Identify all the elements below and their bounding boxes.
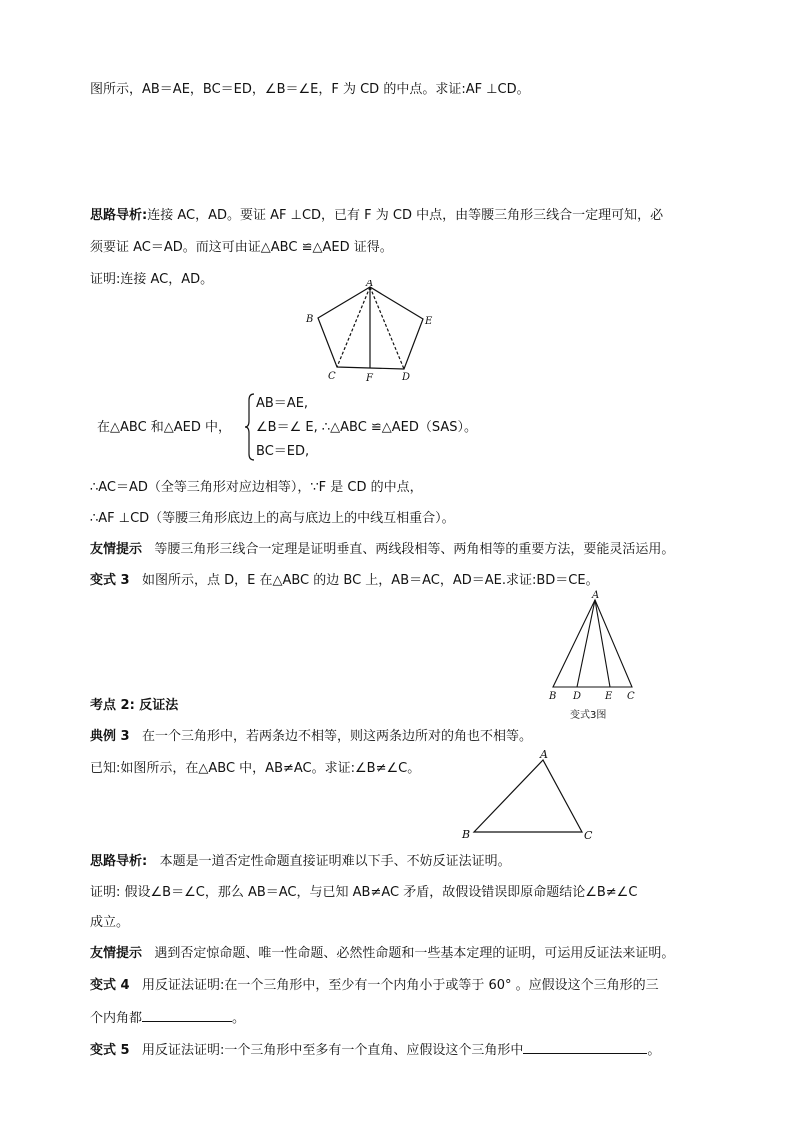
problem-statement: 图所示，AB＝AE，BC＝ED，∠B＝∠E，F 为 CD 的中点。求证:AF ⊥CD。: [90, 82, 530, 97]
label-b: B: [462, 828, 471, 841]
variant-3: [90, 572, 599, 590]
proof-2-line-2: 成立。: [90, 915, 130, 930]
triangle-abc-figure: [455, 748, 605, 843]
variant-5: [90, 1040, 660, 1060]
analysis-line-2: 须要证 AC＝AD。而这可由证△ABC ≌△AED 证得。: [90, 240, 393, 255]
tip-1: [90, 541, 674, 559]
label-c: C: [627, 691, 635, 702]
variant-4-end: 。: [232, 1011, 246, 1026]
label-e: E: [425, 316, 433, 327]
conclusion-line-1: ∴AC＝AD（全等三角形对应边相等），∵F 是 CD 的中点，: [90, 480, 423, 495]
label-b: B: [549, 691, 557, 702]
figure-caption: 变式3图: [570, 710, 607, 721]
pentagon-figure: [300, 280, 440, 390]
label-d: D: [402, 372, 411, 383]
analysis-2-heading: 思路导析:: [90, 854, 148, 869]
segment-ad: [577, 600, 595, 687]
label-c: C: [584, 829, 593, 842]
section-heading: 考点 2: 反证法: [90, 698, 179, 713]
label-d: D: [573, 691, 582, 702]
label-a: A: [540, 748, 548, 761]
segment-ac: [337, 287, 370, 367]
variant-5-text: 用反证法证明:一个三角形中至多有一个直角、应假设这个三角形中: [141, 1043, 524, 1058]
variant-3-heading: 变式 3: [90, 573, 130, 588]
variant-4-cont-text: 个内角都: [90, 1011, 143, 1026]
variant-3-text: 如图所示，点 D，E 在△ABC 的边 BC 上，AB＝AC，AD＝AE.求证:BD＝CE。: [141, 573, 599, 588]
label-a: A: [366, 280, 374, 289]
label-b: B: [306, 314, 314, 325]
analysis-2: [90, 853, 511, 871]
system-prefix: 在△ABC 和△AED 中，: [97, 420, 232, 435]
brace-icon: [244, 392, 256, 462]
variant-4-cont: [90, 1008, 245, 1028]
analysis-line-1: [90, 207, 663, 225]
label-a: A: [592, 590, 600, 601]
proof-start: 证明:连接 AC，AD。: [90, 272, 214, 287]
segment-ae: [595, 600, 610, 687]
system-line-1: AB＝AE,: [256, 396, 309, 411]
tip-text: 等腰三角形三线合一定理是证明垂直、两线段相等、两角相等的重要方法，要能灵活运用。: [154, 542, 675, 557]
triangle-de-figure: [540, 590, 645, 725]
variant-4: [90, 977, 659, 995]
analysis-text: 连接 AC，AD。要证 AF ⊥CD，已有 F 为 CD 中点，由等腰三角形三线合一定理可知，必: [147, 208, 664, 223]
tip-2-text: 遇到否定惊命题、唯一性命题、必然性命题和一些基本定理的证明，可运用反证法来证明。: [154, 946, 675, 961]
system-line-2: ∠B＝∠ E, ∴△ABC ≌△AED（SAS）。: [256, 420, 478, 435]
segment-ad: [370, 287, 404, 369]
tip-2-heading: 友情提示: [90, 946, 143, 961]
triangle-outline: [474, 760, 582, 832]
analysis-heading: 思路导析:: [90, 208, 148, 223]
example-3-text: 在一个三角形中，若两条边不相等，则这两条边所对的角也不相等。: [141, 729, 532, 744]
label-f: F: [366, 373, 373, 384]
analysis-2-text: 本题是一道否定性命题直接证明难以下手、不妨反证法证明。: [159, 854, 511, 869]
conclusion-line-2: ∴AF ⊥CD（等腰三角形底边上的高与底边上的中线互相重合）。: [90, 511, 455, 526]
tip-2: [90, 945, 674, 963]
given-statement: 已知:如图所示，在△ABC 中，AB≠AC。求证:∠B≠∠C。: [90, 761, 421, 776]
label-e: E: [605, 691, 613, 702]
variant-4-heading: 变式 4: [90, 978, 130, 993]
variant-4-text: 用反证法证明:在一个三角形中，至少有一个内角小于或等于 60° 。应假设这个三角形的三: [141, 978, 659, 993]
proof-2-line-1: 证明: 假设∠B＝∠C，那么 AB＝AC，与已知 AB≠AC 矛盾，故假设错误即原命题结论∠B≠∠C: [90, 885, 638, 900]
variant-4-blank[interactable]: [142, 1008, 232, 1022]
example-3: [90, 728, 532, 746]
example-3-heading: 典例 3: [90, 729, 130, 744]
variant-5-heading: 变式 5: [90, 1043, 130, 1058]
variant-5-end: 。: [647, 1043, 661, 1058]
label-c: C: [328, 371, 336, 382]
variant-5-blank[interactable]: [523, 1040, 647, 1054]
tip-heading: 友情提示: [90, 542, 143, 557]
system-line-3: BC＝ED,: [256, 444, 310, 459]
